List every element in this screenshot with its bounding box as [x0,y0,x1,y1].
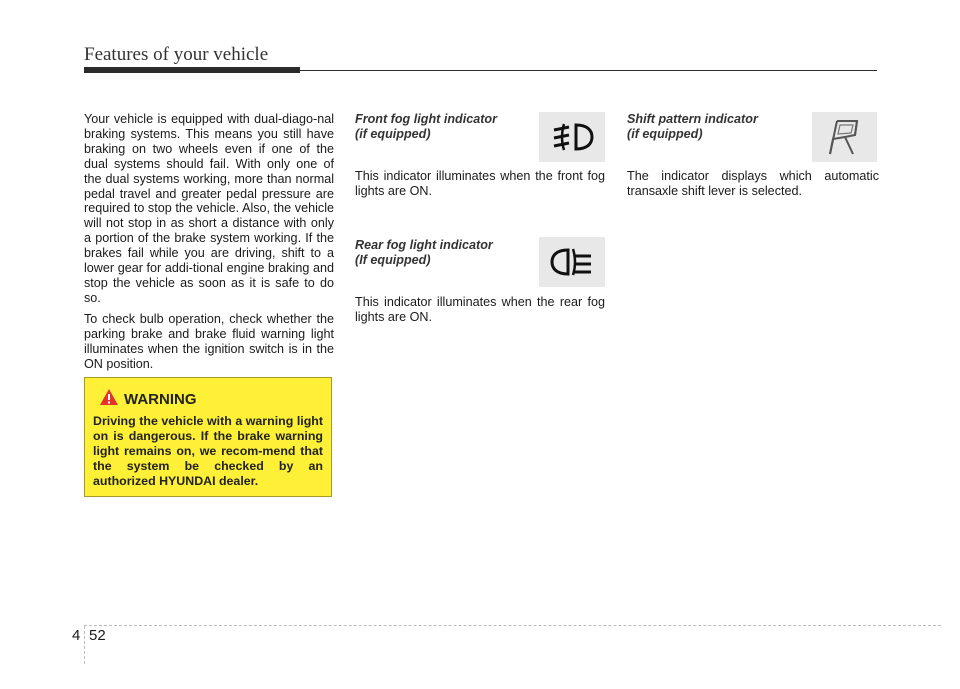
front-fog-description: This indicator illuminates when the front fog lights are ON. [355,168,605,198]
front-fog-light-icon [539,112,605,162]
warning-header [99,388,323,411]
front-fog-title: Front fog light indicator (if equipped) [355,112,498,141]
warning-label: WARNING [124,391,197,408]
page-number: 52 [89,627,106,644]
rear-fog-title: Rear fog light indicator (If equipped) [355,238,493,267]
paragraph-bulb-check: To check bulb operation, check whether the parking brake and brake fluid warning light illuminates when the ignition switch is in the ON position. [84,311,334,371]
warning-triangle-icon [99,388,119,411]
footer-divider [84,626,85,664]
footer-rule [84,625,941,626]
warning-box [84,377,332,497]
paragraph-dual-brakes: Your vehicle is equipped with dual-diago-nal braking systems. This means you still have braking on two wheels even if one of the dual systems should fail. With only one of the dual systems working, more than normal pedal travel and greater pedal pressure are required to stop the vehicle. Also, the vehicle will not stop in as short a distance with only a portion of the brake system working. If the brakes fail while you are driving, shift to a lower gear for addi-tional engine braking and stop the vehicle as soon as it is safe to do so. [84,112,334,305]
warning-text: Driving the vehicle with a warning light on is dangerous. If the brake warning light remains on, we recom-mend that the system be checked by an authorized HYUNDAI dealer. [93,414,323,488]
rear-fog-light-icon [539,237,605,287]
brake-system-text [84,112,334,377]
page-header-title: Features of your vehicle [84,44,269,65]
shift-pattern-title: Shift pattern indicator (if equipped) [627,112,758,141]
header-rule-thick [84,67,300,73]
chapter-number: 4 [72,627,81,644]
shift-pattern-description: The indicator displays which automatic transaxle shift lever is selected. [627,168,879,198]
header-rule-thin [300,70,877,71]
shift-pattern-indicator-icon [812,112,877,162]
rear-fog-description: This indicator illuminates when the rear fog lights are ON. [355,294,605,324]
